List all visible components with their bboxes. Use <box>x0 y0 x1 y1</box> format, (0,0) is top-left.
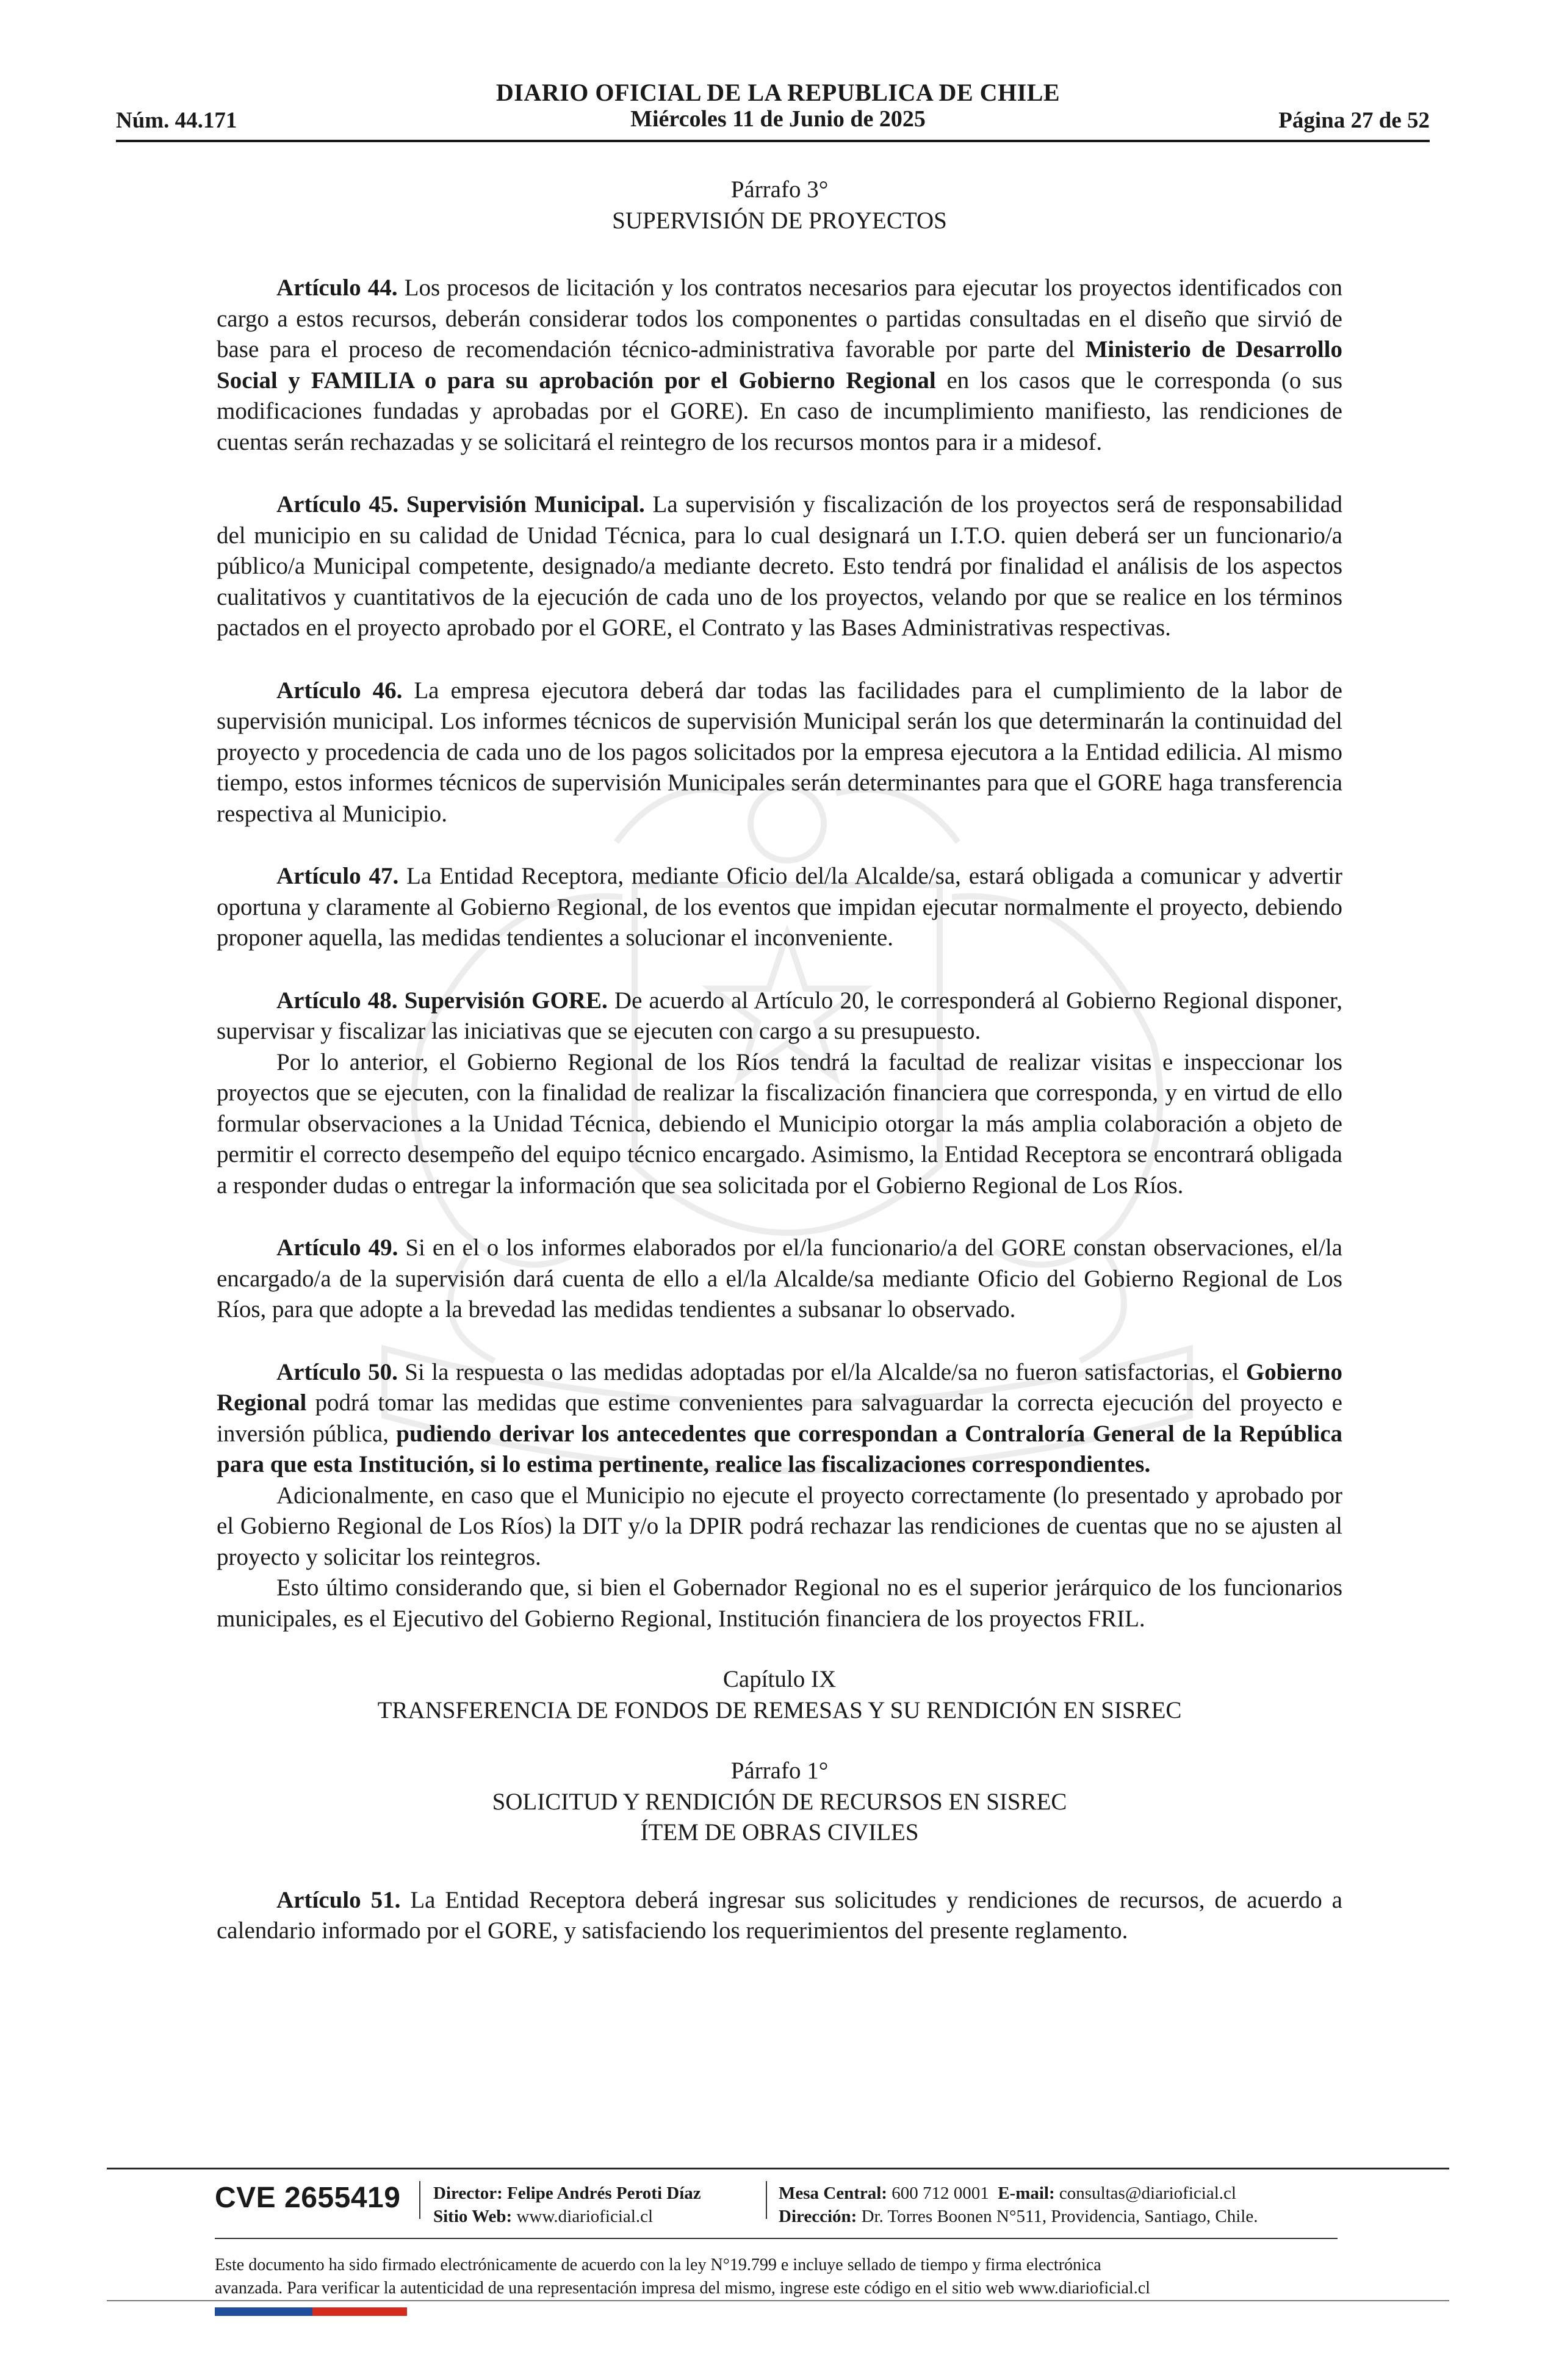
page-indicator: Página 27 de 52 <box>1278 108 1430 133</box>
website-link[interactable]: www.diarioficial.cl <box>516 2207 654 2226</box>
article-50: Artículo 50. Si la respuesta o las medidas adoptadas por el/la Alcalde/sa no fueron satisfactorias, el Gobierno Regional podrá tomar las medidas que estime convenientes para salvaguardar la correcta ejecución del proyecto e inversión pública, pudiendo derivar los antecedentes que correspondan a Contraloría General de la República para que esta Institución, si lo estima pertinente, realice las fiscalizaciones correspondientes. <box>217 1358 1343 1477</box>
signature-notice: Este documento ha sido firmado electrónicamente de acuerdo con la ley N°19.799 e incluye sellado de tiempo y firma electrónica avanzada. Para verificar la autenticidad de una representación impresa del mismo, ingrese este código en el sitio web www.diarioficial.cl <box>215 2256 1150 2298</box>
article-45: Artículo 45. Supervisión Municipal. La supervisión y fiscalización de los proyectos será de responsabilidad del municipio en su calidad de Unidad Técnica, para lo cual designará un I.T.O. quien deberá ser un funcionario/a público/a Municipal competente, designado/a mediante decreto. Esto tendrá por finalidad el análisis de los aspectos cualitativos y cuantitativos de la ejecución de cada uno de los proyectos, velando por que se realice en los términos pactados en el proyecto aprobado por el GORE, el Contrato y las Bases Administrativas respectivas. <box>217 491 1343 641</box>
article-heading: Artículo 46. <box>276 677 403 704</box>
article-heading: Artículo 49. <box>276 1235 398 1261</box>
footer-divider <box>107 2300 1449 2301</box>
article-47: Artículo 47. La Entidad Receptora, mediante Oficio del/la Alcalde/sa, estará obligada a comunicar y advertir oportuna y claramente al Gobierno Regional, de los eventos que impidan ejecutar normalmente el proyecto, debiendo proponer aquella, las medidas tendientes a solucionar el inconveniente. <box>217 863 1342 951</box>
email-link[interactable]: consultas@diarioficial.cl <box>1059 2183 1236 2203</box>
footer-divider <box>215 2238 1338 2239</box>
chapter-title: TRANSFERENCIA DE FONDOS DE REMESAS Y SU RENDICIÓN EN SISREC <box>377 1697 1182 1723</box>
article-49: Artículo 49. Si en el o los informes elaborados por el/la funcionario/a del GORE constan observaciones, el/la encargado/a de la supervisión dará cuenta de ello a el/la Alcalde/sa mediante Oficio del Gobierno Regional de Los Ríos, para que adopte a la brevedad las medidas tendientes a subsanar lo observado. <box>217 1235 1342 1322</box>
cve-code: CVE 2655419 <box>215 2182 401 2214</box>
article-heading: Artículo 51. <box>276 1886 401 1913</box>
phone-number: 600 712 0001 <box>891 2183 989 2203</box>
article-44: Artículo 44. Los procesos de licitación y los contratos necesarios para ejecutar los proyectos identificados con cargo a estos recursos, deberán considerar todos los componentes o partidas consultadas en el diseño que sirvió de base para el proceso de recomendación técnico-administrativa favorable por parte del Ministerio de Desarrollo Social y FAMILIA o para su aprobación por el Gobierno Regional en los casos que le corresponda (o sus modificaciones fundadas y aprobadas por el GORE). En caso de incumplimiento manifiesto, las rendiciones de cuentas serán rechazadas y se solicitará el reintegro de los recursos montos para ir a midesof. <box>217 275 1342 455</box>
article-50-paragraph-2: Adicionalmente, en caso que el Municipio no ejecute el proyecto correctamente (lo presentado y aprobado por el Gobierno Regional de Los Ríos) la DIT y/o la DPIR podrá rechazar las rendiciones de cuentas que no se ajusten al proyecto y solicitar los reintegros. <box>217 1482 1342 1570</box>
chapter-label: Capítulo IX <box>722 1666 837 1692</box>
address: Dr. Torres Boonen N°511, Providencia, Santiago, Chile. <box>861 2207 1258 2226</box>
article-48-paragraph-2: Por lo anterior, el Gobierno Regional de los Ríos tendrá la facultad de realizar visitas e inspeccionar los proyectos que se ejecuten, con la finalidad de realizar la fiscalización financiera que corresponda, y en virtud de ello formular observaciones a la Unidad Técnica, debiendo el Municipio otorgar la más amplia colaboración a objeto de permitir el correcto desempeño del equipo técnico encargado. Asimismo, la Entidad Receptora se encontrará obligada a responder dudas o entregar la información que sea solicitada por el Gobierno Regional de Los Ríos. <box>217 1048 1342 1199</box>
article-48: Artículo 48. Supervisión GORE. De acuerdo al Artículo 20, le corresponderá al Gobierno Regional disponer, supervisar y fiscalizar las iniciativas que se ejecuten con cargo a su presupuesto. <box>217 987 1342 1044</box>
section-title: SOLICITUD Y RENDICIÓN DE RECURSOS EN SISREC <box>492 1788 1067 1815</box>
article-50-paragraph-3: Esto último considerando que, si bien el Gobernador Regional no es el superior jerárquico de los funcionarios municipales, es el Ejecutivo del Gobierno Regional, Institución financiera de los proyectos FRIL. <box>217 1574 1342 1632</box>
section-title: SUPERVISIÓN DE PROYECTOS <box>612 207 947 234</box>
issue-number: Núm. 44.171 <box>116 108 237 133</box>
footer-separator <box>419 2181 420 2219</box>
article-heading: Artículo 45. Supervisión Municipal. <box>276 491 645 517</box>
article-heading: Artículo 50. <box>276 1358 398 1385</box>
gazette-title: DIARIO OFICIAL DE LA REPUBLICA DE CHILE <box>495 79 1061 106</box>
footer-divider <box>107 2168 1449 2169</box>
footer-separator <box>766 2181 767 2219</box>
issue-date: Miércoles 11 de Junio de 2025 <box>630 106 926 132</box>
director-name: Felipe Andrés Peroti Díaz <box>507 2183 701 2203</box>
section-subtitle: ÍTEM DE OBRAS CIVILES <box>640 1819 919 1845</box>
article-heading: Artículo 47. <box>276 863 399 889</box>
section-label: Párrafo 1° <box>730 1758 829 1784</box>
article-heading: Artículo 44. <box>276 275 398 301</box>
article-51: Artículo 51. La Entidad Receptora deberá ingresar sus solicitudes y rendiciones de recursos, de acuerdo a calendario informado por el GORE, y satisfaciendo los requerimientos del presente reglamento. <box>217 1886 1342 1944</box>
section-label: Párrafo 3° <box>730 176 829 203</box>
footer-contact-block: Mesa Central: 600 712 0001 E-mail: consultas@diarioficial.cl Dirección: Dr. Torres Boonen N°511, Providencia, Santiago, Chile. <box>779 2183 1258 2226</box>
flag-stripe-red <box>312 2307 407 2316</box>
footer-director-block: Director: Felipe Andrés Peroti Díaz Sitio Web: www.diarioficial.cl <box>433 2183 701 2226</box>
article-46: Artículo 46. La empresa ejecutora deberá dar todas las facilidades para el cumplimiento de la labor de supervisión municipal. Los informes técnicos de supervisión Municipal serán los que determinarán la continuidad del proyecto y procedencia de cada uno de los pagos solicitados por la empresa ejecutora a la Entidad edilicia. Al mismo tiempo, estos informes técnicos de supervisión Municipales serán determinantes para que el GORE haga transferencia respectiva al Municipio. <box>217 677 1342 827</box>
article-heading: Artículo 48. Supervisión GORE. <box>276 987 608 1014</box>
header-divider <box>116 140 1430 142</box>
document-body <box>217 175 1342 1947</box>
flag-stripe-blue <box>215 2307 312 2316</box>
